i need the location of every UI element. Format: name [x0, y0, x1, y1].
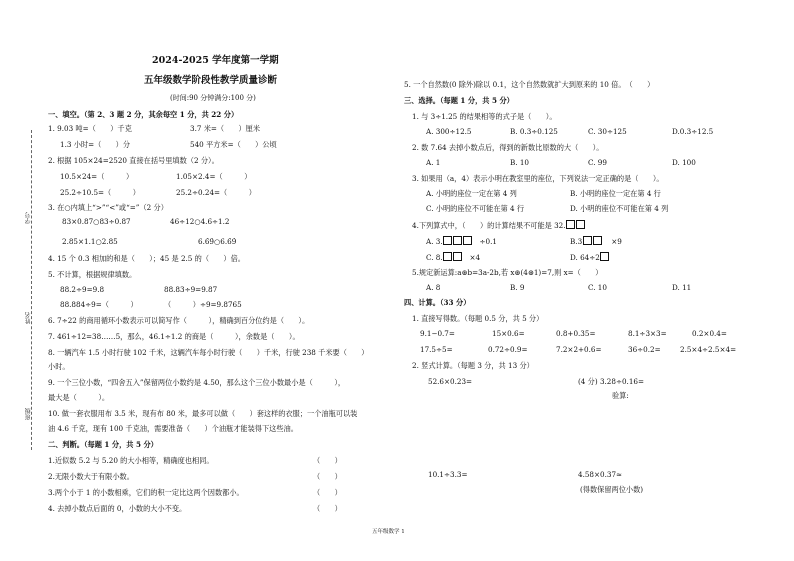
calc-2-item: 4.58×0.37≈	[578, 470, 623, 479]
question-2: 2. 根据 105×24=2520 直接在括号里填数（2 分）。	[48, 156, 219, 165]
blank-box	[583, 236, 592, 245]
choice-5-option-c[interactable]: C. 10	[588, 283, 607, 292]
gutter-label-class: 班级	[25, 408, 32, 420]
page-footer: 五年级数学 1	[372, 529, 405, 535]
question-1d: 540 平方米=（ ）公顷	[190, 140, 277, 149]
question-5: 5. 不计算，根据规律填数。	[48, 270, 137, 279]
gutter-label-id: 学号	[25, 212, 32, 224]
question-2d: 25.2÷0.24=（ ）	[176, 188, 256, 197]
question-10-line-2: 油 4.6 千克，现有 100 千克油，需要准备（ ）个油瓶才能装得下这些油。	[48, 424, 298, 433]
judge-2: 2.无限小数大于有限小数。	[48, 472, 134, 481]
choice-5-option-b[interactable]: B. 9	[510, 283, 525, 292]
judge-3-answer[interactable]: （ ）	[313, 488, 342, 497]
choice-2-option-d[interactable]: D. 100	[672, 158, 696, 167]
choice-4-option-d[interactable]	[570, 252, 610, 262]
question-5c: 88.884÷9=（ ）	[60, 300, 138, 309]
judge-4-answer[interactable]: （ ）	[313, 504, 342, 513]
calc-2-note: (得数保留两位小数)	[580, 485, 644, 494]
question-9-line-2: 最大是（ ）。	[48, 393, 110, 402]
blank-box	[453, 252, 462, 261]
time-info: (时间:90 分钟满分:100 分)	[170, 94, 256, 102]
calc-1-item: 0.72÷0.9=	[488, 345, 528, 354]
question-5a: 88.2÷9=9.8	[60, 285, 105, 294]
choice-4-option-b[interactable]	[570, 236, 622, 246]
question-8-line-2: 小时。	[48, 362, 70, 371]
blank-box	[443, 236, 452, 245]
calc-1-item: 0.2×0.4=	[692, 329, 727, 338]
judge-5: 5. 一个自然数(0 除外)除以 0.1，这个自然数就扩大到原来的 10 倍。 （ ）	[404, 80, 655, 89]
check-label: 验算:	[612, 391, 629, 400]
option-b-suffix: ×9	[611, 237, 622, 246]
question-10-line-1: 10. 做一套衣服用布 3.5 米，现有布 80 米，最多可以做（ ）套这样的衣服；一个油瓶可以装	[48, 409, 358, 418]
judge-4: 4. 去掉小数点后面的 0，小数的大小不变。	[48, 504, 187, 513]
judge-1-answer[interactable]: （ ）	[313, 456, 342, 465]
section-2-heading: 二、判断。（每题 1 分，共 5 分）	[48, 440, 158, 449]
blank-box	[593, 236, 602, 245]
calc-2-item: 10.1÷3.3=	[428, 470, 468, 479]
choice-3-option-b[interactable]: B. 小明的座位一定在第 4 行	[570, 189, 661, 198]
choice-4	[412, 220, 586, 230]
choice-5: 5.规定新运算:a⊛b=3a-2b,若 x⊛(4⊛1)=7,则 x=（ ）	[412, 268, 603, 277]
choice-4-text: 4.下列算式中，（ ）的计算结果不可能是 32.	[412, 221, 566, 230]
question-3c: 2.85×1.1○2.85	[62, 237, 118, 246]
choice-2-option-a[interactable]: A. 1	[426, 158, 441, 167]
blank-box	[600, 252, 609, 261]
question-2c: 25.2÷10.5=（ ）	[60, 188, 140, 197]
calc-2: 2. 竖式计算。（每题 3 分，共 13 分）	[412, 361, 534, 370]
calc-2-item: (4 分) 3.28÷0.16=	[578, 377, 644, 386]
question-1c: 1.3 小时=（ ）分	[60, 140, 131, 149]
section-4-heading: 四、计算。（33 分）	[404, 298, 471, 307]
calc-1-item: 7.2×2+0.6=	[556, 345, 602, 354]
question-5b: 88.83÷9=9.87	[164, 285, 218, 294]
gutter-label-name: 姓名	[25, 312, 32, 324]
section-1-heading: 一、填空。（第 2、3 题 2 分，其余每空 1 分，共 22 分）	[48, 110, 239, 119]
choice-3-option-c[interactable]: C. 小明的座位不可能在第 4 行	[426, 204, 525, 213]
calc-1-item: 9.1−0.7=	[420, 329, 455, 338]
question-3b: 46÷12○4.6÷1.2	[170, 217, 230, 226]
binding-line	[31, 130, 32, 450]
option-c-suffix: ×4	[469, 253, 481, 262]
option-c-prefix: C. 8.	[426, 253, 443, 262]
judge-1: 1.近似数 5.2 与 5.20 的大小相等，精确度也相同。	[48, 456, 214, 465]
question-7: 7. 461÷12=38……5，那么，46.1÷1.2 的商是（ ），余数是（ ）。	[48, 332, 300, 341]
calc-1-item: 15×0.6=	[492, 329, 525, 338]
choice-2: 2. 数 7.64 去掉小数点后，得到的新数比原数的大（ ）。	[412, 143, 604, 152]
question-4: 4. 15 个 0.3 相加的和是（ ）；45 是 2.5 的（ ）倍。	[48, 254, 245, 263]
choice-3: 3. 如果用（a，4）表示小明在教室里的座位，下列说法一定正确的是（ ）。	[412, 174, 664, 183]
judge-3: 3.两个小于 1 的小数相乘，它们的积一定比这两个因数都小。	[48, 488, 244, 497]
choice-3-option-a[interactable]: A. 小明的座位一定在第 4 列	[426, 189, 517, 198]
choice-5-option-d[interactable]: D. 11	[672, 283, 692, 292]
choice-1-option-d[interactable]: D.0.3÷12.5	[672, 127, 714, 136]
question-2a: 10.5×24=（ ）	[60, 172, 134, 181]
choice-1: 1. 与 3÷1.25 的结果相等的式子是（ ）。	[412, 112, 557, 121]
exam-title: 2024-2025 学年度第一学期	[152, 55, 279, 66]
option-d-prefix: D. 64÷2	[570, 253, 600, 262]
option-b-prefix: B.3	[570, 237, 583, 246]
question-1b: 3.7 米=（ ）厘米	[190, 124, 261, 133]
choice-4-option-c[interactable]	[426, 252, 480, 262]
choice-2-option-b[interactable]: B. 10	[510, 158, 529, 167]
choice-3-option-d[interactable]: D. 小明的座位不可能在第 4 列	[570, 204, 669, 213]
calc-1-item: 36÷0.2=	[628, 345, 661, 354]
choice-1-option-a[interactable]: A. 300÷12.5	[426, 127, 472, 136]
option-a-prefix: A. 3.	[426, 237, 443, 246]
question-9-line-1: 9. 一个三位小数，“四舍五入”保留两位小数约是 4.50，那么这个三位小数最小是（ ），	[48, 378, 346, 387]
question-3a: 83×0.87○83÷0.87	[62, 217, 131, 226]
calc-1-item: 8.1÷3×3=	[628, 329, 667, 338]
blank-box	[463, 236, 472, 245]
choice-1-option-c[interactable]: C. 30÷125	[588, 127, 627, 136]
option-a-suffix: ÷0.1	[479, 237, 497, 246]
blank-box	[576, 220, 585, 229]
blank-box	[566, 220, 575, 229]
calc-1-item: 17.5÷5=	[420, 345, 453, 354]
choice-4-option-a[interactable]	[426, 236, 497, 246]
question-1a: 1. 9.03 吨=（ ）千克	[48, 124, 132, 133]
calc-1: 1. 直接写得数。（每题 0.5 分，共 5 分）	[412, 314, 544, 323]
choice-1-option-b[interactable]: B. 0.3÷0.125	[510, 127, 558, 136]
question-3: 3. 在○内填上“>”“<”或“=”（2 分）	[48, 203, 168, 212]
question-5d: （ ）÷9=9.8765	[164, 300, 242, 309]
exam-subtitle: 五年级数学阶段性教学质量诊断	[144, 75, 278, 86]
calc-2-item: 52.6×0.23=	[428, 377, 473, 386]
calc-1-item: 2.5×4÷2.5×4=	[680, 345, 737, 354]
question-2b: 1.05×2.4=（ ）	[176, 172, 252, 181]
calc-1-item: 0.8+0.35=	[556, 329, 596, 338]
question-3d: 6.6̇9̇○6.6̇9̇	[198, 237, 237, 246]
blank-box	[443, 252, 452, 261]
section-3-heading: 三、选择。（每题 1 分，共 5 分）	[404, 96, 514, 105]
question-6: 6. 7÷22 的商用循环小数表示可以简写作（ ），精确到百分位约是（ ）。	[48, 316, 310, 325]
choice-2-option-c[interactable]: C. 99	[588, 158, 607, 167]
judge-2-answer[interactable]: （ ）	[313, 472, 342, 481]
question-8-line-1: 8. 一辆汽车 1.5 小时行驶 102 千米，这辆汽车每小时行驶（ ）千米，行驶 238 千米要（ ）	[48, 348, 369, 357]
blank-box	[453, 236, 462, 245]
choice-5-option-a[interactable]: A. 8	[426, 283, 441, 292]
